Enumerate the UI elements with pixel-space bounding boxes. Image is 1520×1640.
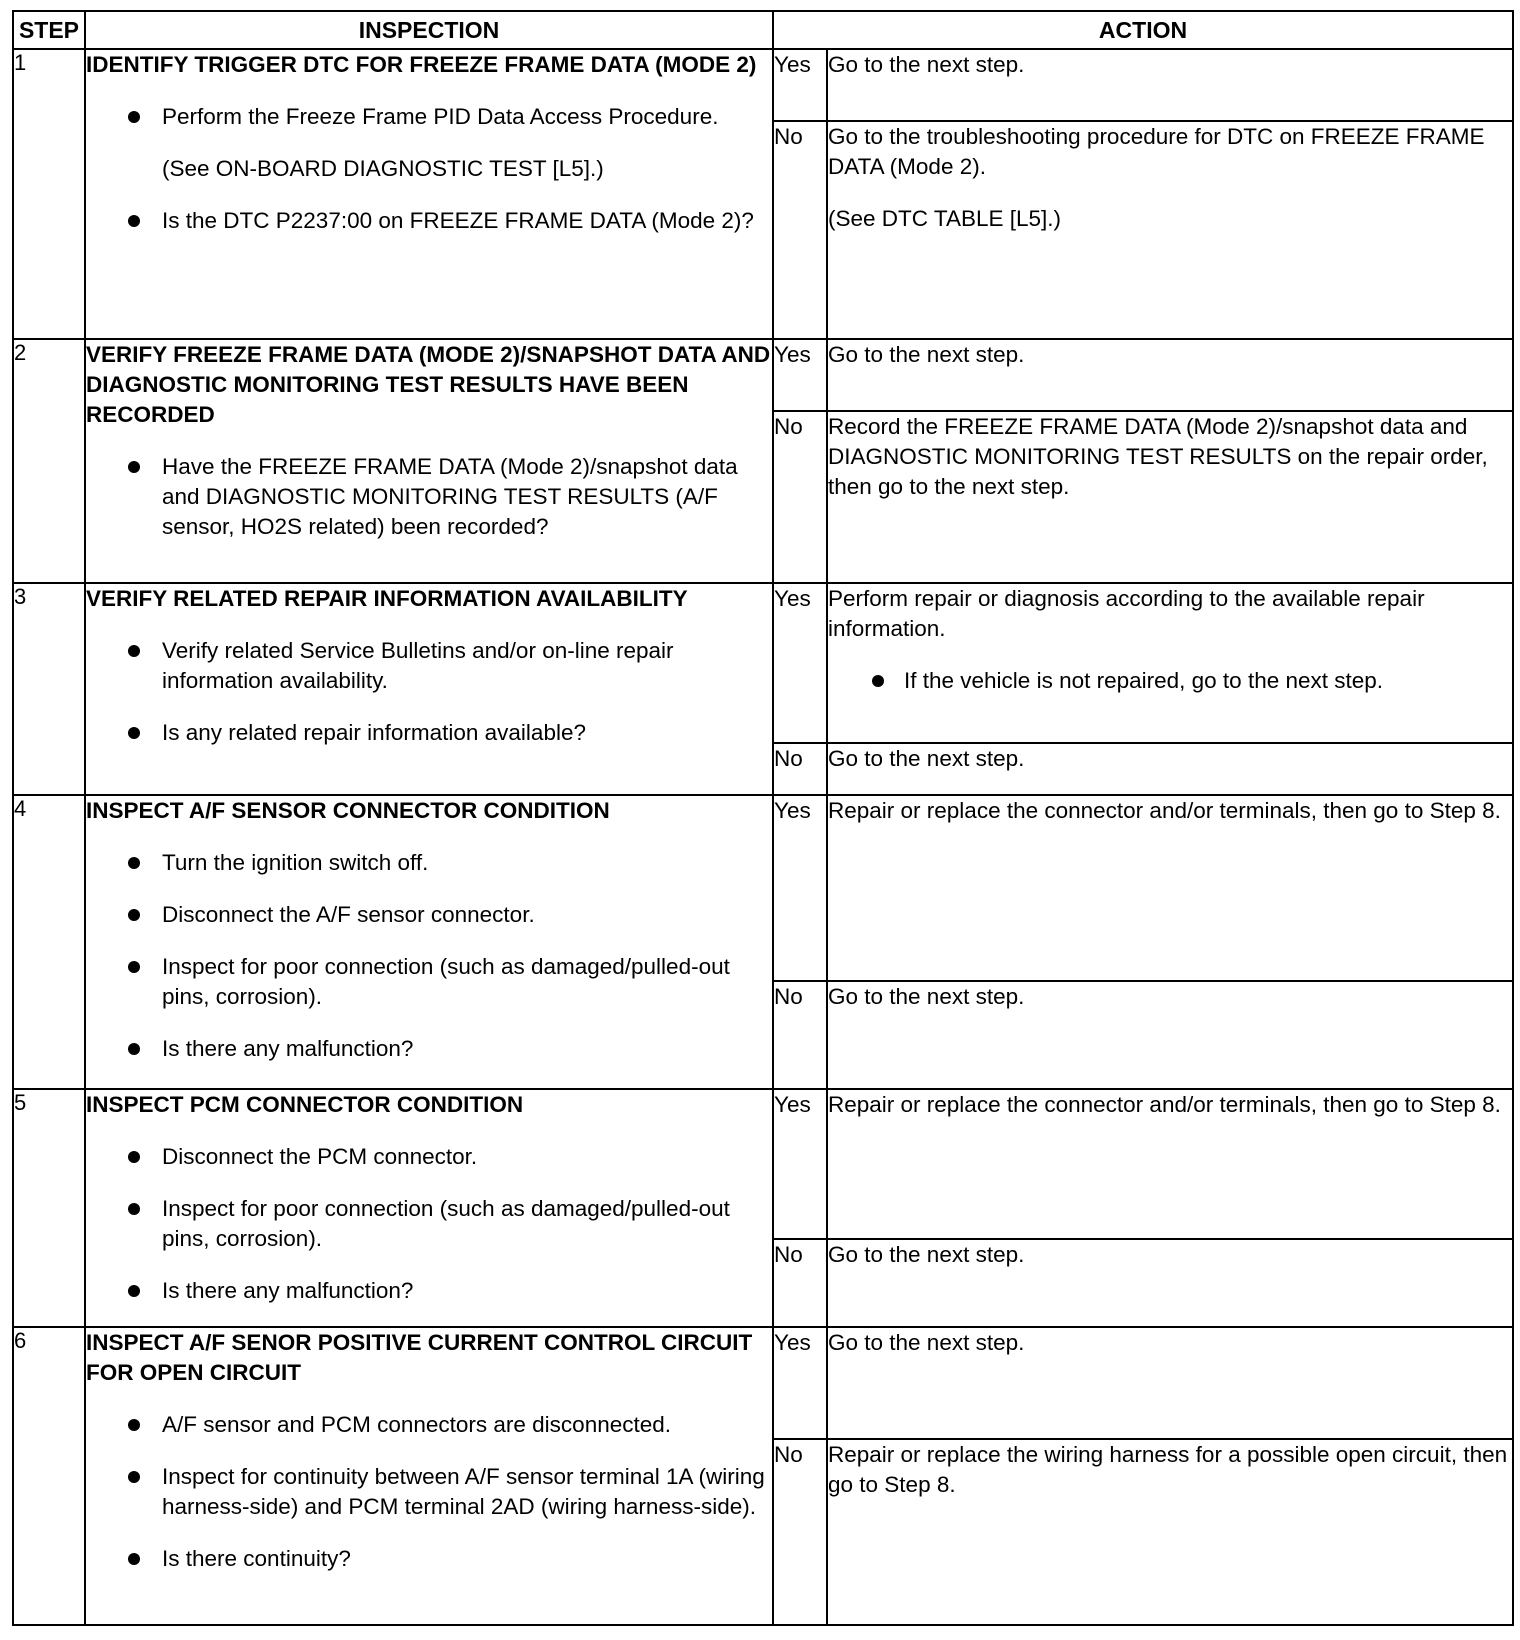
bullet-text: Turn the ignition switch off. <box>162 850 429 875</box>
bullet-icon <box>128 1285 140 1297</box>
no-action: Go to the troubleshooting procedure for DTC on FREEZE FRAME DATA (Mode 2). <box>828 124 1485 179</box>
bullet-item <box>86 102 772 132</box>
bullet-item <box>86 900 772 930</box>
bullet-icon <box>128 1553 140 1565</box>
yes-label: Yes <box>773 795 827 981</box>
bullet-item <box>86 1544 772 1574</box>
bullet-text: Is there any malfunction? <box>162 1278 414 1303</box>
bullet-text: Disconnect the A/F sensor connector. <box>162 902 535 927</box>
step-inspection <box>85 795 773 1089</box>
step-5-yes-row <box>13 1089 1513 1239</box>
step-title: INSPECT A/F SENSOR CONNECTOR CONDITION <box>86 798 610 823</box>
step-2-yes-row <box>13 339 1513 411</box>
bullet-item <box>86 718 772 748</box>
step-title: INSPECT PCM CONNECTOR CONDITION <box>86 1092 524 1117</box>
bullet-list <box>86 636 772 748</box>
bullet-text: Is there any malfunction? <box>162 1036 414 1061</box>
no-action-cell <box>827 121 1513 339</box>
bullet-text: If the vehicle is not repaired, go to the next step. <box>904 668 1384 693</box>
bullet-text: Is there continuity? <box>162 1546 351 1571</box>
yes-label: Yes <box>773 1089 827 1239</box>
yes-action: Go to the next step. <box>827 49 1513 121</box>
yes-label: Yes <box>773 339 827 411</box>
step-inspection <box>85 1327 773 1625</box>
bullet-list <box>86 848 772 1064</box>
no-action: Go to the next step. <box>827 981 1513 1089</box>
no-label: No <box>773 411 827 583</box>
bullet-item <box>86 1462 772 1522</box>
bullet-item <box>86 206 772 236</box>
step-inspection <box>85 49 773 339</box>
step-number: 6 <box>13 1327 85 1625</box>
header-inspection: INSPECTION <box>85 11 773 49</box>
action-bullet-list <box>828 666 1512 696</box>
bullet-item <box>86 848 772 878</box>
bullet-item <box>828 666 1512 696</box>
bullet-icon <box>128 857 140 869</box>
bullet-icon <box>128 1151 140 1163</box>
bullet-text: Inspect for poor connection (such as damaged/pulled-out pins, corrosion). <box>162 954 730 1009</box>
bullet-text: Disconnect the PCM connector. <box>162 1144 478 1169</box>
no-action: Go to the next step. <box>827 743 1513 795</box>
step-title: VERIFY RELATED REPAIR INFORMATION AVAILABILITY <box>86 586 688 611</box>
yes-action-cell <box>827 583 1513 743</box>
reference-note: (See ON-BOARD DIAGNOSTIC TEST [L5].) <box>162 156 604 181</box>
bullet-item <box>86 1194 772 1254</box>
bullet-icon <box>872 675 884 687</box>
no-label: No <box>773 1439 827 1625</box>
bullet-item <box>86 952 772 1012</box>
yes-action: Repair or replace the connector and/or terminals, then go to Step 8. <box>827 1089 1513 1239</box>
header-step: STEP <box>13 11 85 49</box>
bullet-text: Is any related repair information available? <box>162 720 586 745</box>
step-1-yes-row <box>13 49 1513 121</box>
yes-action: Perform repair or diagnosis according to the available repair information. <box>828 586 1425 641</box>
bullet-text: Perform the Freeze Frame PID Data Access Procedure. <box>162 104 719 129</box>
bullet-list <box>86 452 772 542</box>
step-inspection <box>85 339 773 583</box>
bullet-item <box>86 1410 772 1440</box>
bullet-text: Is the DTC P2237:00 on FREEZE FRAME DATA (Mode 2)? <box>162 208 754 233</box>
step-inspection <box>85 1089 773 1327</box>
bullet-text: Inspect for continuity between A/F sensor terminal 1A (wiring harness-side) and PCM terminal 2AD (wiring harness-side). <box>162 1464 765 1519</box>
bullet-icon <box>128 645 140 657</box>
bullet-item <box>86 636 772 696</box>
bullet-text: Inspect for poor connection (such as damaged/pulled-out pins, corrosion). <box>162 1196 730 1251</box>
bullet-icon <box>128 727 140 739</box>
step-number: 2 <box>13 339 85 583</box>
bullet-icon <box>128 215 140 227</box>
yes-action: Go to the next step. <box>827 339 1513 411</box>
step-title: INSPECT A/F SENOR POSITIVE CURRENT CONTROL CIRCUIT FOR OPEN CIRCUIT <box>86 1330 753 1385</box>
header-row <box>13 11 1513 49</box>
bullet-text: A/F sensor and PCM connectors are disconnected. <box>162 1412 672 1437</box>
bullet-item <box>86 1034 772 1064</box>
no-label: No <box>773 743 827 795</box>
no-action: Go to the next step. <box>827 1239 1513 1327</box>
bullet-text: Verify related Service Bulletins and/or on-line repair information availability. <box>162 638 674 693</box>
bullet-icon <box>128 1203 140 1215</box>
step-3-yes-row <box>13 583 1513 743</box>
bullet-list <box>86 1142 772 1306</box>
bullet-text: Have the FREEZE FRAME DATA (Mode 2)/snapshot data and DIAGNOSTIC MONITORING TEST RESULTS (A/F sensor, HO2S related) been recorded? <box>162 454 738 539</box>
bullet-item <box>86 1276 772 1306</box>
bullet-icon <box>128 1043 140 1055</box>
step-number: 3 <box>13 583 85 795</box>
inspection-table <box>12 10 1514 1626</box>
no-action: Record the FREEZE FRAME DATA (Mode 2)/snapshot data and DIAGNOSTIC MONITORING TEST RESULTS on the repair order, then go to the next step. <box>827 411 1513 583</box>
no-label: No <box>773 1239 827 1327</box>
step-title: VERIFY FREEZE FRAME DATA (MODE 2)/SNAPSHOT DATA AND DIAGNOSTIC MONITORING TEST RESULTS HAVE BEEN RECORDED <box>86 342 771 427</box>
step-number: 1 <box>13 49 85 339</box>
header-action: ACTION <box>773 11 1513 49</box>
no-action: Repair or replace the wiring harness for a possible open circuit, then go to Step 8. <box>827 1439 1513 1625</box>
bullet-list <box>86 206 772 236</box>
bullet-item <box>86 1142 772 1172</box>
bullet-icon <box>128 1471 140 1483</box>
reference-note: (See DTC TABLE [L5].) <box>828 206 1061 231</box>
step-title: IDENTIFY TRIGGER DTC FOR FREEZE FRAME DATA (MODE 2) <box>86 52 757 77</box>
step-number: 5 <box>13 1089 85 1327</box>
step-inspection <box>85 583 773 795</box>
yes-label: Yes <box>773 49 827 121</box>
step-number: 4 <box>13 795 85 1089</box>
bullet-icon <box>128 461 140 473</box>
yes-label: Yes <box>773 583 827 743</box>
no-label: No <box>773 981 827 1089</box>
no-label: No <box>773 121 827 339</box>
bullet-icon <box>128 111 140 123</box>
bullet-icon <box>128 961 140 973</box>
bullet-icon <box>128 909 140 921</box>
yes-action: Go to the next step. <box>827 1327 1513 1439</box>
yes-label: Yes <box>773 1327 827 1439</box>
bullet-list <box>86 1410 772 1574</box>
bullet-icon <box>128 1419 140 1431</box>
yes-action: Repair or replace the connector and/or terminals, then go to Step 8. <box>827 795 1513 981</box>
step-6-yes-row <box>13 1327 1513 1439</box>
bullet-item <box>86 452 772 542</box>
step-4-yes-row <box>13 795 1513 981</box>
bullet-list <box>86 102 772 132</box>
